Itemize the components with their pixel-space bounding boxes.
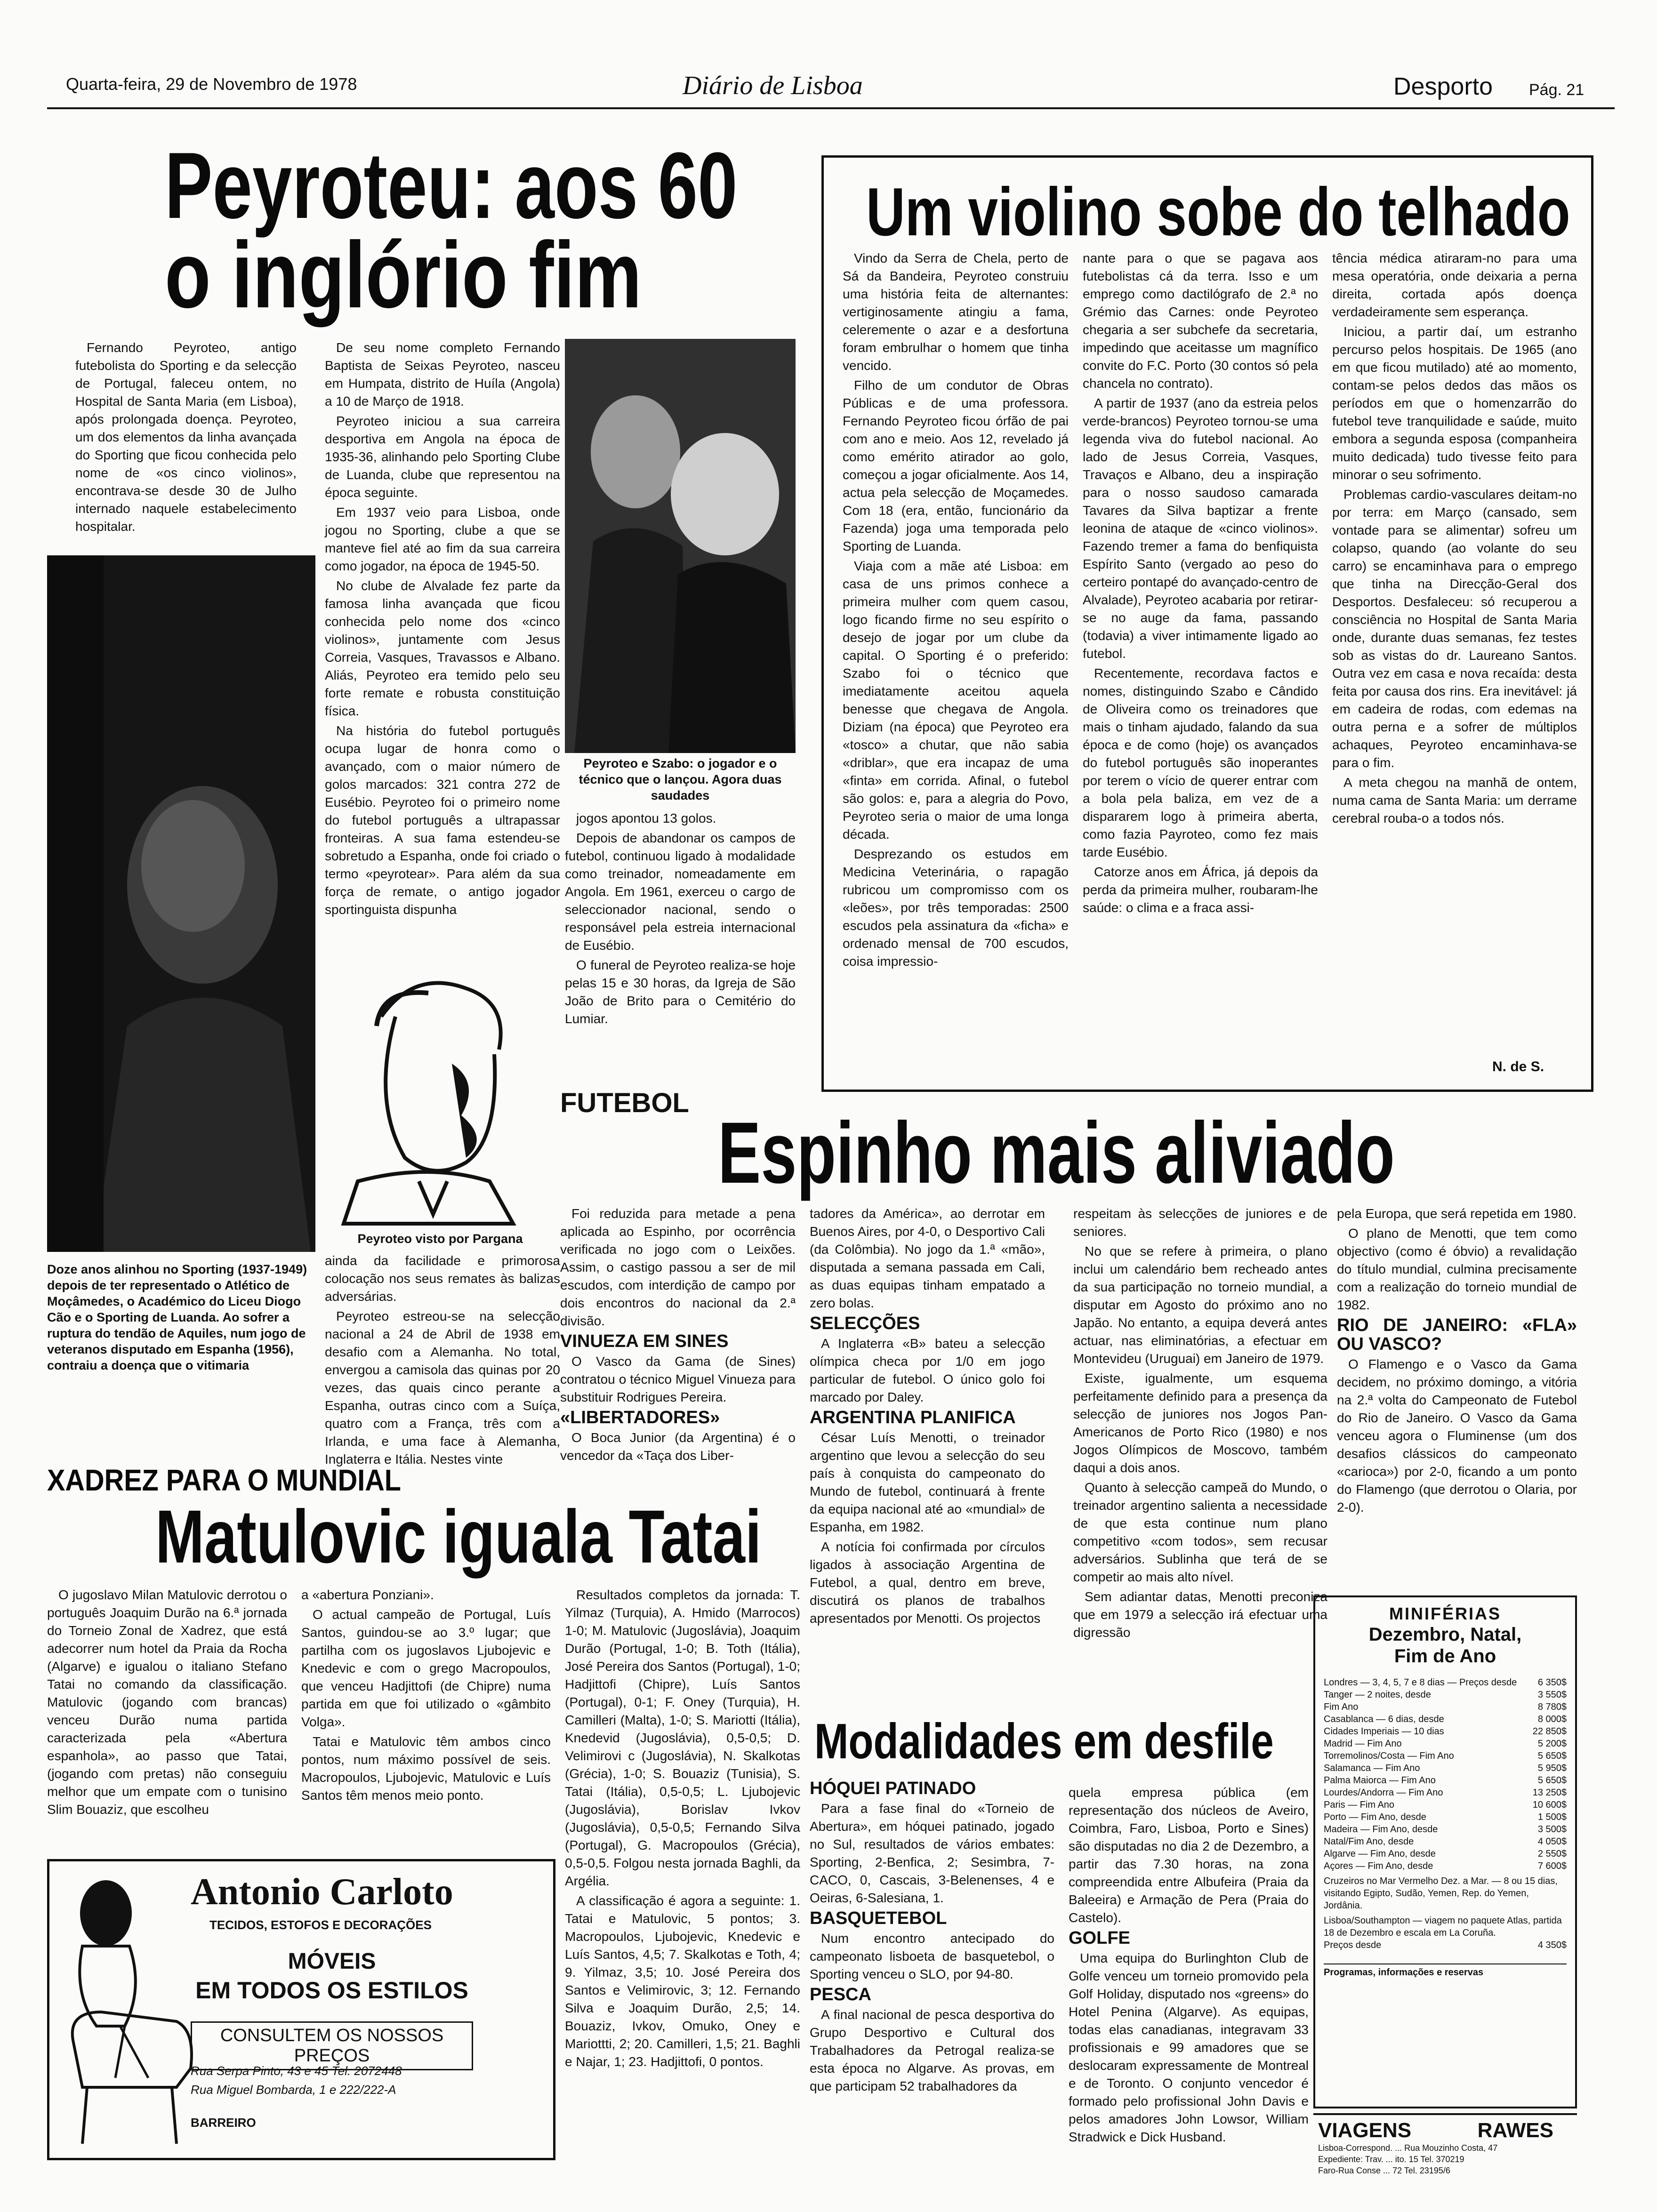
carloto-ad xyxy=(47,1859,555,2160)
paragraph: De seu nome completo Fernando Baptista de Seixas Peyroteo, nasceu em Humpata, distrito de Huíla (Angola) a 10 de Março de 1918. xyxy=(325,340,560,409)
miniferias-subtitle-2: Fim de Ano xyxy=(1394,1646,1496,1667)
price-value: 6 350$ xyxy=(1537,1677,1567,1688)
miniferias-subtitle-1: Dezembro, Natal, xyxy=(1368,1624,1522,1645)
paragraph: Catorze anos em África, já depois da perda da primeira mulher, roubaram-lhe saúde: o clima e a fraca assi- xyxy=(1083,865,1318,915)
section-name: Desporto xyxy=(1393,73,1493,100)
paragraph: Foi reduzida para metade a pena aplicada ao Espinho, por ocorrência verificada no jogo com o Leixões. Assim, o castigo passou a ser de mil escudos, com interdição de campo por dois encontros do nacional da 2.ª divisão. xyxy=(560,1206,796,1328)
modalidades-headline: Modalidades em desfile xyxy=(814,1714,1274,1769)
paragraph: No clube de Alvalade fez parte da famosa linha avançada que ficou conhecida pelo nome dos «cinco violinos», juntamente com Jesus Correia, Vasques, Travassos e Albano. Aliás, Peyroteo era temido pelo seu forte remate e robusta constituição física. xyxy=(325,578,560,718)
price-row xyxy=(1324,1823,1567,1835)
price-value: 2 550$ xyxy=(1537,1849,1567,1859)
espinho-column-2 xyxy=(810,1205,1045,1680)
espinho-kicker: FUTEBOL xyxy=(560,1088,689,1118)
subhead-argentina: ARGENTINA PLANIFICA xyxy=(810,1408,1016,1427)
paragraph: quela empresa pública (em representação dos núcleos de Aveiro, Coimbra, Faro, Lisboa, Porto e Sines) são disputadas no dia 2 de Dezembro, a partir das 7.30 horas, na zona compreendida entre Albufeira (Praia da Baleeira) e Armação de Pera (Praia do Castelo). xyxy=(1069,1785,1309,1925)
price-destination: Madrid — Fim Ano xyxy=(1324,1739,1402,1749)
price-destination: Natal/Fim Ano, desde xyxy=(1324,1836,1414,1847)
price-value: 3 550$ xyxy=(1537,1690,1567,1700)
price-destination: Londres — 3, 4, 5, 7 e 8 dias — Preços desde xyxy=(1324,1677,1517,1688)
header-date: Quarta-feira, 29 de Novembro de 1978 xyxy=(66,74,357,94)
price-destination: Fim Ano xyxy=(1324,1702,1359,1712)
paragraph: Vindo da Serra de Chela, perto de Sá da Bandeira, Peyroteo construiu uma história feita de alternantes: vertiginosamente atingiu a fama, celeremente o azar e a desfortuna foram embrulhar o homem que tinha vencido. xyxy=(843,251,1069,373)
carloto-addr1: Rua Serpa Pinto, 43 e 45 Tel. 2072448 xyxy=(191,2064,402,2078)
modalidades-column-2 xyxy=(1069,1784,1309,2184)
peyroteu-headline-2: o inglório fim xyxy=(165,223,642,328)
price-row xyxy=(1324,1713,1567,1725)
peyroteo-szabo-caption: Peyroteo e Szabo: o jogador e o técnico que o lançou. Agora duas saudades xyxy=(579,756,782,802)
paragraph: respeitam às selecções de juniores e de seniores. xyxy=(1073,1206,1327,1239)
header-rule xyxy=(47,107,1615,109)
price-row xyxy=(1324,1762,1567,1774)
peyroteu-portrait-photo xyxy=(47,555,315,1252)
paragraph: A notícia foi confirmada por círculos ligados à associação Argentina de Futebol, a qual, dentro em breve, discutirá os planos de trabalhos apresentados por Menotti. Os projectos xyxy=(810,1539,1045,1626)
violino-column-3 xyxy=(1332,249,1577,1031)
paragraph: tência médica atiraram-no para uma mesa operatória, onde deixaria a perna direita, cortada após doença verdadeiramente sem esperança. xyxy=(1332,251,1577,319)
price-row xyxy=(1324,1787,1567,1799)
price-value: 8 000$ xyxy=(1537,1714,1567,1724)
caricature-drawing-image xyxy=(311,960,555,1228)
miniferias-cruise: Cruzeiros no Mar Vermelho Dez. a Mar. — 8 ou 15 dias, visitando Egipto, Sudão, Yemen, Rep. do Yemen, Jordânia. xyxy=(1324,1876,1558,1911)
subhead-hoquei: HÓQUEI PATINADO xyxy=(810,1779,976,1798)
price-value: 1 500$ xyxy=(1537,1812,1567,1822)
paragraph: Peyroteo iniciou a sua carreira desportiva em Angola na época de 1935-36, alinhando pelo Sporting Clube de Luanda, clube que representou na época seguinte. xyxy=(325,414,560,500)
paragraph: Tatai e Matulovic têm ambos cinco pontos, num máximo possível de seis. Macropoulos, Ljubojevic, Matulovic e Luís Santos têm menos meio ponto. xyxy=(301,1734,551,1803)
carloto-name: Antonio Carloto xyxy=(191,1871,453,1913)
carloto-addr2: Rua Miguel Bombarda, 1 e 222/222-A xyxy=(191,2083,396,2097)
price-row xyxy=(1324,1811,1567,1823)
miniferias-southampton: Lisboa/Southampton — viagem no paquete Atlas, partida 18 de Dezembro e escala em La Coruña. xyxy=(1324,1915,1562,1938)
espinho-headline: Espinho mais aliviado xyxy=(718,1105,1395,1202)
carloto-line1: TECIDOS, ESTOFOS E DECORAÇÕES xyxy=(209,1918,432,1932)
viagens-line1: Lisboa-Correspond. ... Rua Mouzinho Costa, 47 xyxy=(1318,2143,1498,2153)
violino-column-2 xyxy=(1083,249,1318,1073)
modalidades-column-1 xyxy=(810,1779,1054,2184)
price-value: 22 850$ xyxy=(1532,1726,1567,1737)
violino-column-1 xyxy=(843,249,1069,1073)
miniferias-ad xyxy=(1313,1595,1577,2108)
paragraph: Sem adiantar datas, Menotti preconiza que em 1979 a selecção irá efectuar uma digressão xyxy=(1073,1589,1327,1640)
paragraph: Peyroteo estreou-se na selecção nacional a 24 de Abril de 1938 em desafio com a Alemanha. No total, envergou a camisola das quinas por 20 vezes, das quais cinco perante a Espanha, outras cinco com a Suíça, quatro com a França, três com a Irlanda, e uma face à Alemanha, Inglaterra e Itália. Nestes vinte xyxy=(325,1309,560,1467)
paragraph: No que se refere à primeira, o plano inclui um calendário bem recheado antes da sua participação no torneio mundial, a disputar em Agosto do próximo ano no Japão. No entanto, a equipa deverá antes actuar, nas eliminatórias, a efectuar em Montevideu (Uruguai) em Janeiro de 1979. xyxy=(1073,1244,1327,1366)
portrait-figure-image xyxy=(47,555,315,1252)
peyroteo-szabo-photo xyxy=(565,339,796,753)
price-row xyxy=(1324,1725,1567,1738)
price-row xyxy=(1324,1835,1567,1848)
violino-headline: Um violino sobe do telhado xyxy=(866,174,1570,250)
peyroteu-column-3 xyxy=(565,809,796,1035)
paragraph: Em 1937 veio para Lisboa, onde jogou no Sporting, clube a que se manteve fiel até ao fim da sua carreira como jogador, na época de 1945-50. xyxy=(325,505,560,573)
price-value: 5 950$ xyxy=(1537,1763,1567,1773)
xadrez-column-2 xyxy=(301,1586,551,1840)
paragraph: A meta chegou na manhã de ontem, numa cama de Santa Maria: um derrame cerebral rouba-o a todos nós. xyxy=(1332,775,1577,825)
carloto-line4: CONSULTEM OS NOSSOS PREÇOS xyxy=(191,2021,473,2070)
price-destination: Lourdes/Andorra — Fim Ano xyxy=(1324,1787,1443,1798)
peyroteu-left-caption: Doze anos alinhou no Sporting (1937-1949) depois de ter representado o Atlético de Moçâmedes, o Académico do Liceu Diogo Cão e o Sporting de Luanda. Ao sofrer a ruptura do tendão de Aquiles, num jogo de veteranos disputado em Espanha (1956), contraiu a doença que o vitimaria xyxy=(47,1262,307,1372)
price-destination: Açores — Fim Ano, desde xyxy=(1324,1861,1433,1871)
peyroteu-headline-1: Peyroteu: aos 60 xyxy=(165,133,738,238)
price-row xyxy=(1324,1701,1567,1713)
subhead-basquetebol: BASQUETEBOL xyxy=(810,1908,947,1928)
paragraph: Uma equipa do Burlinghton Club de Golfe venceu um torneio promovido pela Golf Holiday, disputado nos «greens» do Hotel Penina (Algarve). As equipas, todas elas canadianas, integravam 33 profissionais e 99 amadores que se deslocaram expressamente de Montreal e de Toronto. O conjunto vencedor é formado pelo profissional John Davis e pelos amadores John Lowsor, William Stradwick e Dick Husband. xyxy=(1069,1951,1309,2144)
price-destination: Porto — Fim Ano, desde xyxy=(1324,1812,1426,1822)
price-destination: Cidades Imperiais — 10 dias xyxy=(1324,1726,1444,1737)
paragraph: O funeral de Peyroteo realiza-se hoje pelas 15 e 30 horas, da Igreja de São João de Brito para o Cemitério do Lumiar. xyxy=(565,958,796,1026)
woman-on-chair-illustration xyxy=(54,1871,195,2153)
paragraph: Resultados completos da jornada: T. Yilmaz (Turquia), A. Hmido (Marrocos) 1-0; M. Matulovic (Jugoslávia), Joaquim Durão (Portugal, 1-0; B. Toth (Itália), José Pereira dos Santos (Portugal), 1-0; Hadjittofi (Chipre), Luís Santos (Portugal), 0-1; F. Oney (Turquia), H. Camilleri (Malta), 1-0; S. Mariotti (Itália), Knedevid (Jugoslávia), 0,5-0,5; D. Velimirovi c (Jugoslávia), N. Skalkotas (Grécia), 1-0; S. Bouaziz (Tunisia), S. Tatai (Itália), 0,5-0,5; L. Ljubojevic (Jugoslávia), Borislav Ivkov (Jugoslávia), 0,5-0,5; Fernando Silva (Portugal), G. Macropoulos (Grécia), 0,5-0,5. Folgou nesta jornada Baghli, da Argélia. xyxy=(565,1587,800,1888)
paragraph: pela Europa, que será repetida em 1980. xyxy=(1337,1206,1577,1221)
page-header xyxy=(66,71,1591,108)
paragraph: Fernando Peyroteo, antigo futebolista do Sporting e da selecção de Portugal, faleceu ontem, no Hospital de Santa Maria (em Lisboa), após prolongada doença. Peyroteo, um dos elementos da linha avançada do Sporting que ficou conhecida pelo nome de «os cinco violinos», encontrava-se desde 30 de Julho internado naquele estabelecimento hospitalar. xyxy=(75,340,297,534)
price-row xyxy=(1324,1676,1567,1689)
viagens-ad xyxy=(1313,2113,1577,2188)
paragraph: A partir de 1937 (ano da estreia pelos verde-brancos) Peyroteo tornou-se uma legenda viva do futebol nacional. Ao lado de Jesus Correia, Vasques, Travaços e Albano, deu a inspiração para o nosso saudoso camarada Tavares da Silva baptizar a frente leonina de ataque de «cinco violinos». Fazendo tremer a fama do benfiquista Espírito Santo (vergado ao peso do certeiro pontapé do avançado-centro de Alvalade), Peyroteo acabaria por retirar-se no auge da fama, passando (todavia) a viver intimamente ligado ao futebol. xyxy=(1083,396,1318,661)
price-destination: Casablanca — 6 dias, desde xyxy=(1324,1714,1444,1724)
paragraph: A classificação é agora a seguinte: 1. Tatai e Matulovic, 5 pontos; 3. Macropoulos, Ljubojevic, Knedevic e Luís Santos, 4,5; 7. Skalkotas e Toth, 4; 9. Yilmaz, 3,5; 10. José Pereira dos Santos e Velimirovic, 3; 12. Fernando Silva e Joaquim Durão, 2,5; 14. Bouaziz, Ivkov, Omuko, Oney e Mariottti, 2; 20. Camilleri, 1,5; 21. Baghli e Najar, 1; 23. Hadjittofi, 0 pontos. xyxy=(565,1893,800,2069)
southampton-price: 4 350$ xyxy=(1537,1940,1567,1950)
paragraph: O Vasco da Gama (de Sines) contratou o técnico Miguel Vinueza para substituir Rodrigues Pereira. xyxy=(560,1354,796,1404)
price-row xyxy=(1324,1799,1567,1811)
paragraph: Iniciou, a partir daí, um estranho percurso pelos hospitais. De 1965 (ano em que ficou mutilado) até ao momento, contam-se pelos dedos das mãos os períodos em que o homenzarrão do futebol teve tranquilidade e saúde, muito embora a segunda esposa (companheira muito dedicada) tudo tivesse feito para minorar o seu sofrimento. xyxy=(1332,324,1577,482)
xadrez-column-3 xyxy=(565,1586,800,2174)
miniferias-southampton-price-row xyxy=(1324,1939,1567,1951)
price-row xyxy=(1324,1860,1567,1872)
page-number: Pág. 21 xyxy=(1529,81,1585,99)
paragraph: Num encontro antecipado do campeonato lisboeta de basquetebol, o Sporting venceu o SLO, por 94-80. xyxy=(810,1931,1054,1981)
caricature-caption: Peyroteo visto por Pargana xyxy=(357,1232,523,1246)
peyroteu-column-1 xyxy=(75,339,297,541)
price-destination: Paris — Fim Ano xyxy=(1324,1800,1395,1810)
paragraph: Filho de um condutor de Obras Públicas e de uma professora. Fernando Peyroteo ficou órfão de pai com ano e meio. Aos 12, revelado já como emérito atirador ao golo, começou a jogar oficialmente. Aos 14, actua pela selecção de Moçamedes. Com 18 (era, então, funcionário da Fazenda) joga uma temporada pelo Sporting de Luanda. xyxy=(843,378,1069,553)
two-men-photo-image xyxy=(565,339,796,753)
viagens-name-right: RAWES xyxy=(1477,2119,1553,2142)
southampton-price-label: Preços desde xyxy=(1324,1940,1382,1950)
price-row xyxy=(1324,1774,1567,1787)
xadrez-kicker: XADREZ PARA O MUNDIAL xyxy=(47,1463,401,1497)
paragraph: Quanto à selecção campeã do Mundo, o treinador argentino salienta a necessidade de que esta continue num plano competitivo «com todos», sem recusar adversários. Sublinha que terá de se competir ao mais alto nível. xyxy=(1073,1480,1327,1584)
viagens-name-left: VIAGENS xyxy=(1318,2119,1412,2142)
price-value: 7 600$ xyxy=(1537,1861,1567,1871)
carloto-line2: MÓVEIS xyxy=(288,1949,376,1974)
viagens-line2: Expediente: Trav. ... ito. 15 Tel. 370219 xyxy=(1318,2155,1464,2164)
peyroteu-column-2b xyxy=(325,1252,560,1468)
paragraph: a «abertura Ponziani». xyxy=(301,1587,434,1602)
viagens-line3: Faro-Rua Conse ... 72 Tel. 23195/6 xyxy=(1318,2166,1450,2175)
paragraph: nante para o que se pagava aos futebolistas cá da terra. Isso e um emprego como dactilógrafo de 2.ª no Grémio das Carnes: onde Peyroteo chegaria a ser subchefe da secretaria, impedindo que aceitasse um magnífico convite do F.C. Porto (30 contos só pela chancela no contrato). xyxy=(1083,251,1318,391)
price-value: 5 650$ xyxy=(1537,1775,1567,1786)
subhead-pesca: PESCA xyxy=(810,1985,871,2004)
subhead-seleccoes: SELECÇÕES xyxy=(810,1314,920,1333)
paragraph: Desprezando os estudos em Medicina Veterinária, o rapagão rubricou um compromisso com os «leões», por três temporadas: 2500 escudos pela assinatura da «ficha» e ordenado mensal de 700 escudos, coisa impressio- xyxy=(843,847,1069,969)
price-row xyxy=(1324,1738,1567,1750)
paragraph: O Boca Junior (da Argentina) é o vencedor da «Taça dos Liber- xyxy=(560,1430,796,1463)
price-destination: Madeira — Fim Ano, desde xyxy=(1324,1824,1438,1835)
miniferias-title: MINIFÉRIAS xyxy=(1389,1604,1501,1623)
paragraph: jogos apontou 13 golos. xyxy=(576,811,716,825)
viagens-name-row xyxy=(1318,2119,1572,2142)
subhead-rio: RIO DE JANEIRO: «FLA» OU VASCO? xyxy=(1337,1315,1577,1354)
paragraph: Viaja com a mãe até Lisboa: em casa de uns primos conhece a primeira mulher com quem casou, logo ficando firme no seu espírito o desejo de jogar por um clube da capital. O Sporting é o preferido: Szabo foi o técnico que imediatamente aceitou aquela benesse que chegava de Angola. Diziam (na época) que Peyroteo era «tosco» a chutar, que não sabia «driblar», que era incapaz de uma «finta» em corrida. Afinal, o futebol são golos: e, para a alegria do Povo, Peyroteo seria o maior de uma longa década. xyxy=(843,559,1069,842)
paragraph: A final nacional de pesca desportiva do Grupo Desportivo e Cultural dos Trabalhadores da Petrogal realiza-se esta época no Algarve. As provas, em que participam 52 trabalhadores da xyxy=(810,2007,1054,2093)
price-row xyxy=(1324,1848,1567,1860)
paragraph: Depois de abandonar os campos de futebol, continuou ligado à modalidade como treinador, nomeadamente em Angola. Em 1961, exerceu o cargo de seleccionador nacional, sendo o responsável pela estreia internacional de Eusébio. xyxy=(565,831,796,953)
paragraph: O jugoslavo Milan Matulovic derrotou o português Joaquim Durão na 6.ª jornada do Torneio Zonal de Xadrez, que está adecorrer num hotel da Praia da Rocha (Algarve) e igualou o italiano Stefano Tatai no comando da classificação. Matulovic (jogando com brancas) venceu Durão numa partida caracterizada pela «Abertura espanhola», ao passo que Tatai, (jogando com pretas) não conseguiu melhor que um empate com o tunisino Slim Bouaziz, que escolheu xyxy=(47,1587,287,1817)
miniferias-price-table xyxy=(1324,1676,1567,1872)
miniferias-footer: Programas, informações e reservas xyxy=(1324,1964,1567,1978)
paragraph: Na história do futebol português ocupa lugar de honra como o avançado, com o maior número de golos marcados: 321 contra 272 de Eusébio. Peyroteo foi o primeiro nome do futebol português a ultrapassar fronteiras. A sua fama estendeu-se sobretudo a Espanha, onde foi criado o termo «peyrotear». Para além da sua força de remate, o antigo jogador sportinguista dispunha xyxy=(325,723,560,917)
paragraph: Para a fase final do «Torneio de Abertura», em hóquei patinado, jogado no Sul, resultados de vários embates: Sporting, 2-Benfica, 2; Sesimbra, 7-CACO, 0, Cascais, 3-Belenenses, 4 e Oeiras, 6-Salesiana, 1. xyxy=(810,1801,1054,1905)
xadrez-headline: Matulovic iguala Tatai xyxy=(155,1494,762,1579)
xadrez-column-1 xyxy=(47,1586,287,1840)
paragraph: A Inglaterra «B» bateu a selecção olímpica checa por 1/0 em jogo particular de futebol. O único golo foi marcado por Daley. xyxy=(810,1336,1045,1404)
espinho-column-1 xyxy=(560,1205,796,1468)
price-destination: Tanger — 2 noites, desde xyxy=(1324,1690,1431,1700)
carloto-city: BARREIRO xyxy=(191,2116,256,2130)
subhead-libertadores: «LIBERTADORES» xyxy=(560,1408,720,1427)
paragraph: O plano de Menotti, que tem como objectivo (como é óbvio) a revalidação do título mundial, culmina precisamente com a realização do torneio mundial de 1982. xyxy=(1337,1226,1577,1312)
price-destination: Torremolinos/Costa — Fim Ano xyxy=(1324,1751,1454,1761)
price-row xyxy=(1324,1750,1567,1762)
subhead-golfe: GOLFE xyxy=(1069,1928,1130,1948)
price-value: 4 050$ xyxy=(1537,1836,1567,1847)
price-value: 5 200$ xyxy=(1537,1739,1567,1749)
paragraph: O Flamengo e o Vasco da Gama decidem, no próximo domingo, a vitória na 2.ª volta do Campeonato de Futebol do Rio de Janeiro. O Vasco da Gama venceu agora o Fluminense (um dos desafios clássicos do campeonato «carioca») por 2-0, ficando a um ponto do Flamengo (que derrotou o Olaria, por 2-0). xyxy=(1337,1357,1577,1515)
paragraph: Recentemente, recordava factos e nomes, distinguindo Szabo e Cândido de Oliveira como os treinadores que mais o tinham ajudado, falando da sua época e de como (hoje) os avançados do futebol português são inoperantes por terem o vício de querer entrar com a bola pela baliza, em vez de a dispararem logo à primeira aberta, como fazia Payroteo, como fez mais tarde Eusébio. xyxy=(1083,666,1318,859)
price-value: 10 600$ xyxy=(1532,1800,1567,1810)
paragraph: Existe, igualmente, um esquema perfeitamente definido para a presença da selecção de juniores nos Jogos Pan-Americanos de Porto Rico (1980) e nos Jogos Olímpicos de Moscovo, também daqui a dois anos. xyxy=(1073,1371,1327,1475)
pargana-caricature xyxy=(311,960,555,1228)
violino-signature: N. de S. xyxy=(1492,1059,1544,1074)
subhead-vinueza: VINUEZA EM SINES xyxy=(560,1331,729,1351)
price-destination: Algarve — Fim Ano, desde xyxy=(1324,1849,1436,1859)
price-value: 5 650$ xyxy=(1537,1751,1567,1761)
price-destination: Salamanca — Fim Ano xyxy=(1324,1763,1420,1773)
masthead: Diário de Lisboa xyxy=(683,71,863,100)
price-value: 13 250$ xyxy=(1532,1787,1567,1798)
price-value: 3 500$ xyxy=(1537,1824,1567,1835)
price-destination: Palma Maiorca — Fim Ano xyxy=(1324,1775,1436,1786)
paragraph: Problemas cardio-vasculares deitam-no por terra: em Março (cansado, sem vontade para se alimentar) sofreu um colapso, quando (ao volante do seu carro) se encaminhava para o emprego que tinha na Direcção-Geral dos Desportos. Desfaleceu: só recuperou a consciência no Hospital de Santa Maria onde, durante duas semanas, fez testes sob as vistas do dr. Laureano Santos. Outra vez em casa e nova recaída: desta feita por causa dos rins. Era inevitável: já em cadeira de rodas, com edemas na outra perna e a sofrer de múltiplos achaques, Peyroteo encaminhava-se para o fim. xyxy=(1332,487,1577,770)
paragraph: ainda da facilidade e primorosa colocação nos seus remates às balizas adversárias. xyxy=(325,1253,560,1304)
carloto-line3: EM TODOS OS ESTILOS xyxy=(195,1977,468,2004)
price-value: 8 780$ xyxy=(1537,1702,1567,1712)
paragraph: O actual campeão de Portugal, Luís Santos, guindou-se ao 3.º lugar; que partilha com os jugoslavos Ljubojevic e Knedevic e com o grego Macropoulos, que venceu Hadjittofi (de Chipre) numa partida em que foi utilizado o «gâmbito Volga». xyxy=(301,1607,551,1729)
paragraph: tadores da América», ao derrotar em Buenos Aires, por 4-0, o Desportivo Cali (da Colômbia). No jogo da 1.ª «mão», disputada a semana passada em Cali, as duas equipas tinham empatado a zero bolas. xyxy=(810,1206,1045,1310)
paragraph: César Luís Menotti, o treinador argentino que levou a selecção do seu país à conquista do campeonato do Mundo de futebol, continuará à frente da equipa nacional até ao «mundial» de Espanha, em 1982. xyxy=(810,1430,1045,1534)
espinho-column-4 xyxy=(1337,1205,1577,1581)
espinho-column-3 xyxy=(1073,1205,1327,1680)
price-row xyxy=(1324,1689,1567,1701)
